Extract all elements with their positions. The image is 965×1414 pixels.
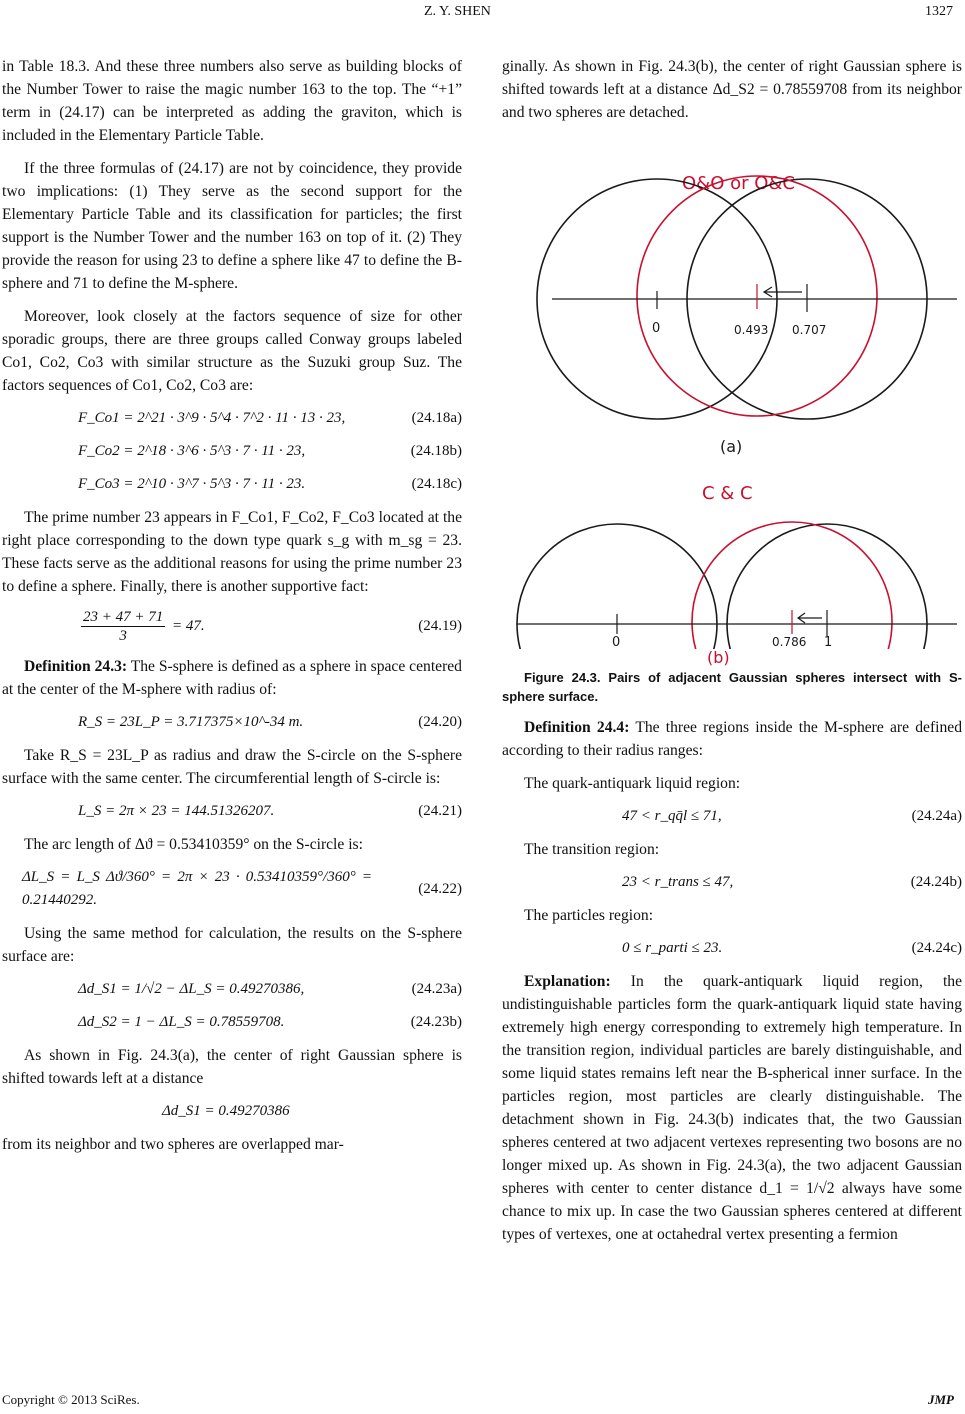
equation-24-18a: F_Co1 = 2^21 · 3^9 · 5^4 · 7^2 · 11 · 13 · 23, (24.18a) — [78, 410, 462, 426]
paragraph: The arc length of Δϑ = 0.53410359° on the S-circle is: — [24, 836, 363, 853]
paragraph: As shown in Fig. 24.3(a), the center of right Gaussian sphere is shifted towards left at a distance — [2, 1047, 462, 1087]
equation-24-22: ΔL_S = L_S Δϑ/360° = 2π × 23 · 0.53410359°/360° = 0.21440292. (24.22) — [22, 869, 462, 908]
figure-a-value-0707: 0.707 — [792, 323, 827, 337]
figure-b-value-0786: 0.786 — [772, 635, 807, 649]
shift-arrow-a — [764, 287, 802, 297]
paragraph: Using the same method for calculation, the results on the S-sphere surface are: — [2, 925, 462, 965]
equation-24-18b: F_Co2 = 2^18 · 3^6 · 5^3 · 7 · 11 · 23, (24.18b) — [78, 443, 462, 459]
shift-arrow-b — [798, 613, 822, 623]
explanation-text: In the quark-antiquark liquid region, the undistinguishable particles form the quark-antiquark liquid state having extremely high energy corresponding to extremely high temperature. In the transition region, individual particles are barely distinguishable, and some liquid states remains left near the B-spherical inner surface. In the particles region, most particles are clearly distinguishable. The detachment shown in Fig. 24.3(b) indicates that, the two Gaussian spheres centered at two adjacent vertexes representing two bosons are no longer mixed up. As shown in Fig. 24.3(a), the two adjacent Gaussian spheres with center to center distance d_1 = 1/√2 always have some chance to mix up. In case the two Gaussian spheres centered at different types of vertexes, one at octahedral vertex presenting a fermion — [502, 973, 962, 1243]
region-label: The particles region: — [524, 907, 654, 924]
paragraph: ginally. As shown in Fig. 24.3(b), the center of right Gaussian sphere is shifted towards left at a distance Δd_S2 = 0.78559708 from its neighbor and two spheres are detached. — [502, 58, 962, 121]
figure-b-origin-label: 0 — [612, 635, 621, 649]
equation-24-18c: F_Co3 = 2^10 · 3^7 · 5^3 · 7 · 11 · 23. (24.18c) — [78, 476, 462, 492]
paragraph: If the three formulas of (24.17) are not by coincidence, they provide two implications: (1) They serve as the second support for the Elementary Particle Table and its classification for particles; the first support is the Number Tower and the number 163 on top of it. (2) They provide the reason for using 23 to define a sphere like 47 to define the B-sphere and 71 to define the M-sphere. — [2, 160, 462, 292]
figure-b-value-1: 1 — [824, 635, 833, 649]
equation-24-24b: 23 < r_trans ≤ 47, (24.24b) — [622, 874, 962, 890]
explanation-label: Explanation: — [524, 973, 611, 990]
equation-24-20: R_S = 23L_P = 3.717375×10^-34 m. (24.20) — [78, 714, 462, 730]
paragraph: in Table 18.3. And these three numbers also serve as building blocks of the Number Tower to raise the magic number 163 to the top. The “+1” term in (24.17) can be interpreted as adding the graviton, which is included in the Elementary Particle Table. — [2, 58, 462, 144]
left-column — [2, 55, 462, 1166]
footer-journal: JMP — [928, 1392, 954, 1407]
figure-b-panel-label: (b) — [707, 648, 730, 667]
figure-caption: Figure 24.3. Pairs of adjacent Gaussian spheres intersect with S-sphere surface. — [502, 670, 962, 704]
figure-a-title: O&O or O&C — [682, 173, 796, 194]
definition-label: Definition 24.3: — [24, 658, 128, 675]
figure-a-value-0493: 0.493 — [734, 323, 769, 337]
equation-delta-d-s1: Δd_S1 = 0.49270386 — [162, 1103, 290, 1119]
definition-text: The three regions inside the M-sphere are defined according to their radius ranges: — [502, 719, 962, 759]
figure-b-title: C & C — [702, 483, 753, 504]
paragraph: The prime number 23 appears in F_Co1, F_Co2, F_Co3 located at the right place corresponding to the down type quark s_g with m_sg = 23. These facts serve as the additional reasons for using the prime number 23 to define a sphere. Finally, there is another supportive fact: — [2, 509, 462, 595]
region-label: The quark-antiquark liquid region: — [524, 775, 741, 792]
equation-24-23a: Δd_S1 = 1/√2 − ΔL_S = 0.49270386, (24.23a) — [78, 981, 462, 997]
page-number: 1327 — [925, 4, 953, 19]
footer-copyright: Copyright © 2013 SciRes. — [2, 1392, 140, 1407]
figure-a-panel-label: (a) — [720, 437, 743, 456]
equation-24-19: $\frac{23 + 47 + 71}{3}$ = 47. (24.19) — [83, 609, 462, 644]
paragraph: from its neighbor and two spheres are overlapped mar- — [2, 1136, 344, 1153]
paragraph: Take R_S = 23L_P as radius and draw the S-circle on the S-sphere surface with the same center. The circumferential length of S-circle is: — [2, 747, 462, 787]
paragraph: Moreover, look closely at the factors sequence of size for other sporadic groups, there are three groups called Conway groups labeled Co1, Co2, Co3 with similar structure as the Suzuki group Suz. The factors sequences of Co1, Co2, Co3 are: — [2, 308, 462, 394]
equation-24-24a: 47 < r_qq̄l ≤ 71, (24.24a) — [622, 808, 962, 824]
definition-text: The S-sphere is defined as a sphere in space centered at the center of the M-sphere with radius of: — [2, 658, 462, 698]
running-header-author: Z. Y. SHEN — [424, 4, 491, 19]
right-column — [502, 55, 962, 1256]
region-label: The transition region: — [524, 841, 660, 858]
definition-label: Definition 24.4: — [524, 719, 630, 736]
figure-a-origin-label: 0 — [652, 321, 661, 336]
equation-24-23b: Δd_S2 = 1 − ΔL_S = 0.78559708. (24.23b) — [78, 1014, 462, 1030]
figure-24-3-sketch — [502, 134, 962, 649]
equation-24-24c: 0 ≤ r_parti ≤ 23. (24.24c) — [622, 940, 962, 956]
equation-24-21: L_S = 2π × 23 = 144.51326207. (24.21) — [78, 803, 462, 819]
